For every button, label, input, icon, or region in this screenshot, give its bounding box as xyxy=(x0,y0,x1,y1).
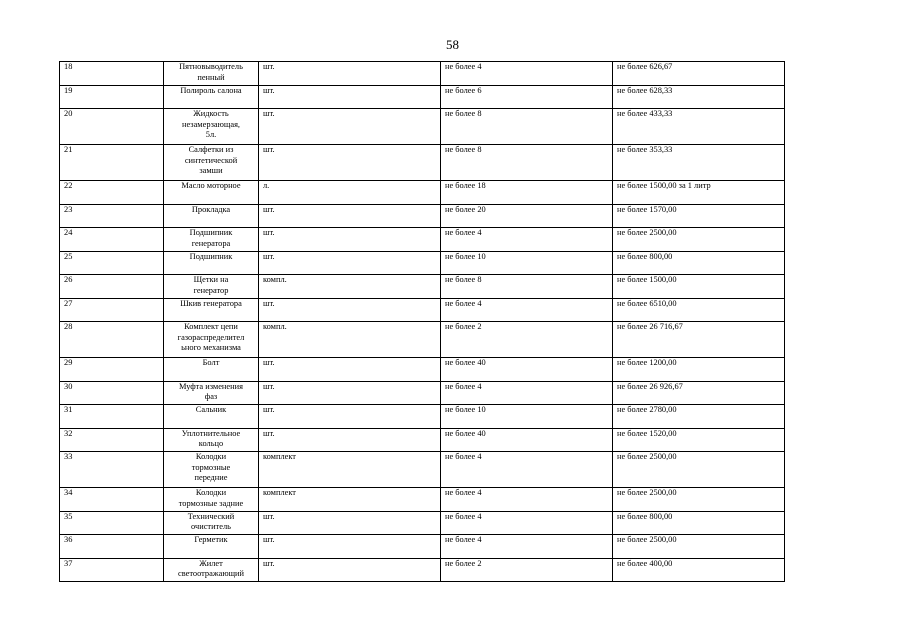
item-name-line: пенный xyxy=(197,72,225,82)
item-name-line: Муфта изменения xyxy=(179,381,243,391)
page-number: 58 xyxy=(446,37,459,52)
max-price: не более 1500,00 за 1 литр xyxy=(613,181,785,205)
item-name-line: Шкив генератора xyxy=(180,298,242,308)
item-name xyxy=(164,275,259,299)
row-number: 32 xyxy=(60,428,164,452)
max-price: не более 800,00 xyxy=(613,251,785,275)
item-name-line: тормозные xyxy=(191,462,231,472)
max-price: не более 26 926,67 xyxy=(613,381,785,405)
item-name xyxy=(164,358,259,382)
item-name-line: 5л. xyxy=(205,130,217,140)
quantity: не более 4 xyxy=(441,62,613,86)
unit-of-measure: шт. xyxy=(259,511,441,535)
table-row xyxy=(60,381,785,405)
quantity: не более 8 xyxy=(441,109,613,145)
row-number: 25 xyxy=(60,251,164,275)
row-number: 23 xyxy=(60,204,164,228)
item-name xyxy=(164,452,259,488)
unit-of-measure: шт. xyxy=(259,109,441,145)
unit-of-measure: комплект xyxy=(259,488,441,512)
max-price: не более 626,67 xyxy=(613,62,785,86)
item-name-line: очиститель xyxy=(191,522,231,532)
item-name-line: Болт xyxy=(202,358,220,367)
quantity: не более 40 xyxy=(441,358,613,382)
table-row xyxy=(60,558,785,582)
item-name xyxy=(164,181,259,205)
table-row xyxy=(60,62,785,86)
item-name-line: незамерзающая, xyxy=(181,119,241,129)
item-name xyxy=(164,145,259,181)
quantity: не более 2 xyxy=(441,558,613,582)
item-name-line: Комплект цепи xyxy=(184,322,238,331)
item-name-line: передние xyxy=(194,473,228,483)
item-name xyxy=(164,109,259,145)
item-name-line: Щетки на xyxy=(193,275,229,284)
quantity: не более 4 xyxy=(441,298,613,322)
unit-of-measure: комплект xyxy=(259,452,441,488)
item-name-line: газораспределител xyxy=(177,332,245,342)
row-number: 37 xyxy=(60,558,164,582)
unit-of-measure: шт. xyxy=(259,204,441,228)
item-name-line: Пятновыводитель xyxy=(179,62,243,71)
table-row xyxy=(60,85,785,109)
item-name-line: Полироль салона xyxy=(180,85,242,95)
table-row xyxy=(60,511,785,535)
row-number: 24 xyxy=(60,228,164,252)
max-price: не более 1570,00 xyxy=(613,204,785,228)
quantity: не более 8 xyxy=(441,145,613,181)
row-number: 19 xyxy=(60,85,164,109)
item-name xyxy=(164,322,259,358)
max-price: не более 433,33 xyxy=(613,109,785,145)
quantity: не более 6 xyxy=(441,85,613,109)
item-name-line: Масло моторное xyxy=(181,181,241,190)
item-name-line: Жилет xyxy=(199,558,223,568)
unit-of-measure: компл. xyxy=(259,275,441,299)
table-row xyxy=(60,322,785,358)
unit-of-measure: шт. xyxy=(259,558,441,582)
item-name-line: генератор xyxy=(193,285,229,295)
unit-of-measure: л. xyxy=(259,181,441,205)
item-name xyxy=(164,428,259,452)
item-name-line: Салфетки из xyxy=(188,145,234,154)
unit-of-measure: шт. xyxy=(259,145,441,181)
table-row xyxy=(60,181,785,205)
max-price: не более 800,00 xyxy=(613,511,785,535)
unit-of-measure: шт. xyxy=(259,62,441,86)
max-price: не более 2500,00 xyxy=(613,452,785,488)
table-row xyxy=(60,251,785,275)
item-name xyxy=(164,558,259,582)
max-price: не более 2500,00 xyxy=(613,228,785,252)
max-price: не более 2500,00 xyxy=(613,535,785,559)
row-number: 35 xyxy=(60,511,164,535)
quantity: не более 4 xyxy=(441,381,613,405)
table-row xyxy=(60,488,785,512)
row-number: 22 xyxy=(60,181,164,205)
quantity: не более 4 xyxy=(441,488,613,512)
item-name xyxy=(164,298,259,322)
item-name-line: замши xyxy=(199,166,223,176)
item-name xyxy=(164,381,259,405)
item-name-line: фаз xyxy=(204,392,218,402)
item-name-line: Уплотнительное xyxy=(181,428,241,438)
table-row xyxy=(60,452,785,488)
item-name xyxy=(164,62,259,86)
row-number: 29 xyxy=(60,358,164,382)
item-name xyxy=(164,204,259,228)
unit-of-measure: шт. xyxy=(259,428,441,452)
table-row xyxy=(60,358,785,382)
max-price: не более 1200,00 xyxy=(613,358,785,382)
item-name-line: Подшипник xyxy=(189,251,233,261)
quantity: не более 4 xyxy=(441,452,613,488)
quantity: не более 10 xyxy=(441,251,613,275)
quantity: не более 2 xyxy=(441,322,613,358)
row-number: 28 xyxy=(60,322,164,358)
quantity: не более 40 xyxy=(441,428,613,452)
row-number: 31 xyxy=(60,405,164,429)
max-price: не более 1520,00 xyxy=(613,428,785,452)
unit-of-measure: шт. xyxy=(259,358,441,382)
row-number: 34 xyxy=(60,488,164,512)
item-name xyxy=(164,228,259,252)
row-number: 20 xyxy=(60,109,164,145)
item-name-line: Герметик xyxy=(194,535,228,544)
quantity: не более 18 xyxy=(441,181,613,205)
unit-of-measure: компл. xyxy=(259,322,441,358)
max-price: не более 6510,00 xyxy=(613,298,785,322)
max-price: не более 1500,00 xyxy=(613,275,785,299)
table-row xyxy=(60,405,785,429)
table-row xyxy=(60,145,785,181)
row-number: 36 xyxy=(60,535,164,559)
item-name-line: генератора xyxy=(191,238,231,248)
row-number: 26 xyxy=(60,275,164,299)
item-name xyxy=(164,85,259,109)
item-name-line: Технический xyxy=(187,511,235,521)
item-name-line: светоотражающий xyxy=(178,569,244,579)
table-row xyxy=(60,109,785,145)
unit-of-measure: шт. xyxy=(259,298,441,322)
unit-of-measure: шт. xyxy=(259,251,441,275)
max-price: не более 26 716,67 xyxy=(613,322,785,358)
unit-of-measure: шт. xyxy=(259,405,441,429)
max-price: не более 2500,00 xyxy=(613,488,785,512)
table-row xyxy=(60,228,785,252)
max-price: не более 353,33 xyxy=(613,145,785,181)
quantity: не более 4 xyxy=(441,228,613,252)
unit-of-measure: шт. xyxy=(259,381,441,405)
item-name-line: Колодки xyxy=(195,452,227,461)
quantity: не более 4 xyxy=(441,535,613,559)
table-row xyxy=(60,428,785,452)
unit-of-measure: шт. xyxy=(259,85,441,109)
item-name-line: ьного механизма xyxy=(181,343,241,353)
quantity: не более 4 xyxy=(441,511,613,535)
item-name xyxy=(164,251,259,275)
quantity: не более 10 xyxy=(441,405,613,429)
item-name-line: тормозные задние xyxy=(178,498,244,508)
row-number: 27 xyxy=(60,298,164,322)
item-name-line: синтетической xyxy=(184,155,238,165)
row-number: 18 xyxy=(60,62,164,86)
max-price: не более 2780,00 xyxy=(613,405,785,429)
item-name xyxy=(164,488,259,512)
item-name-line: Прокладка xyxy=(191,204,231,214)
item-name xyxy=(164,535,259,559)
quantity: не более 8 xyxy=(441,275,613,299)
table-row xyxy=(60,298,785,322)
item-name-line: Жидкость xyxy=(193,109,229,118)
item-name xyxy=(164,405,259,429)
max-price: не более 628,33 xyxy=(613,85,785,109)
item-name-line: кольцо xyxy=(198,439,224,449)
item-name-line: Сальник xyxy=(195,405,227,414)
item-name xyxy=(164,511,259,535)
quantity: не более 20 xyxy=(441,204,613,228)
table-row xyxy=(60,275,785,299)
row-number: 21 xyxy=(60,145,164,181)
max-price: не более 400,00 xyxy=(613,558,785,582)
table-row xyxy=(60,204,785,228)
item-name-line: Подшипник xyxy=(189,228,233,237)
item-name-line: Колодки xyxy=(195,488,227,497)
goods-table xyxy=(59,61,785,582)
unit-of-measure: шт. xyxy=(259,228,441,252)
unit-of-measure: шт. xyxy=(259,535,441,559)
row-number: 33 xyxy=(60,452,164,488)
table-row xyxy=(60,535,785,559)
row-number: 30 xyxy=(60,381,164,405)
